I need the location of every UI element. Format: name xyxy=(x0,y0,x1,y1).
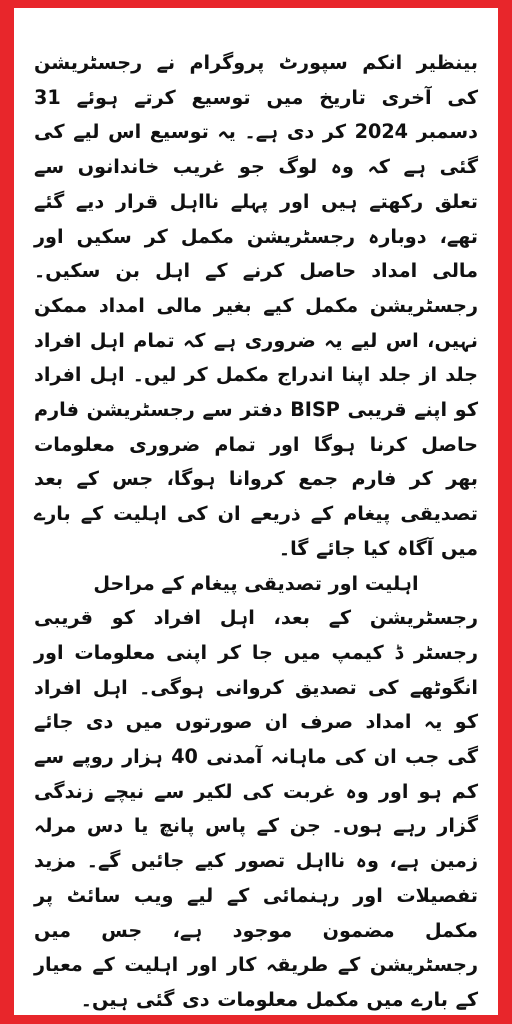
section-heading: اہلیت اور تصدیقی پیغام کے مراحل xyxy=(93,571,419,595)
article-paragraph-2: رجسٹریشن کے بعد، اہل افراد کو قریبی رجسٹر ڈ کیمپ میں جا کر اپنی معلومات اور انگوٹھے کی تصدیق کروانی ہوگی۔ اہل افراد کو یہ امداد صرف ان صورتوں میں دی جائے گی جب ان کی ماہانہ آمدنی 40 ہزار روپے سے کم ہو اور وہ غربت کی لکیر سے نیچے زندگی گزار رہے ہوں۔ جن کے پاس پانچ یا دس مرلہ زمین ہے، وہ نااہل تصور کیے جائیں گے۔ مزید تفصیلات اور رہنمائی کے لیے ویب سائٹ پر مکمل مضمون موجود ہے، جس میں رجسٹریشن کے طریقہ کار اور اہلیت کے معیار کے بارے میں مکمل معلومات دی گئی ہیں۔ xyxy=(34,606,479,1011)
article-body xyxy=(34,46,479,1011)
article-paragraph-1: بینظیر انکم سپورٹ پروگرام نے رجسٹریشن کی آخری تاریخ میں توسیع کرتے ہوئے 31 دسمبر 2024 کر دی ہے۔ یہ توسیع اس لیے کی گئی ہے کہ وہ لوگ جو غریب خاندانوں سے تعلق رکھتے ہیں اور پہلے نااہل قرار دیے گئے تھے، دوبارہ رجسٹریشن مکمل کر سکیں اور مالی امداد حاصل کرنے کے اہل بن سکیں۔ رجسٹریشن مکمل کیے بغیر مالی امداد ممکن نہیں، اس لیے یہ ضروری ہے کہ تمام اہل افراد جلد از جلد اپنا اندراج مکمل کر لیں۔ اہل افراد کو اپنے قریبی BISP دفتر سے رجسٹریشن فارم حاصل کرنا ہوگا اور تمام ضروری معلومات بھر کر فارم جمع کروانا ہوگا، جس کے بعد تصدیقی پیغام کے ذریعے ان کی اہلیت کے بارے میں آگاہ کیا جائے گا۔ xyxy=(34,51,478,560)
